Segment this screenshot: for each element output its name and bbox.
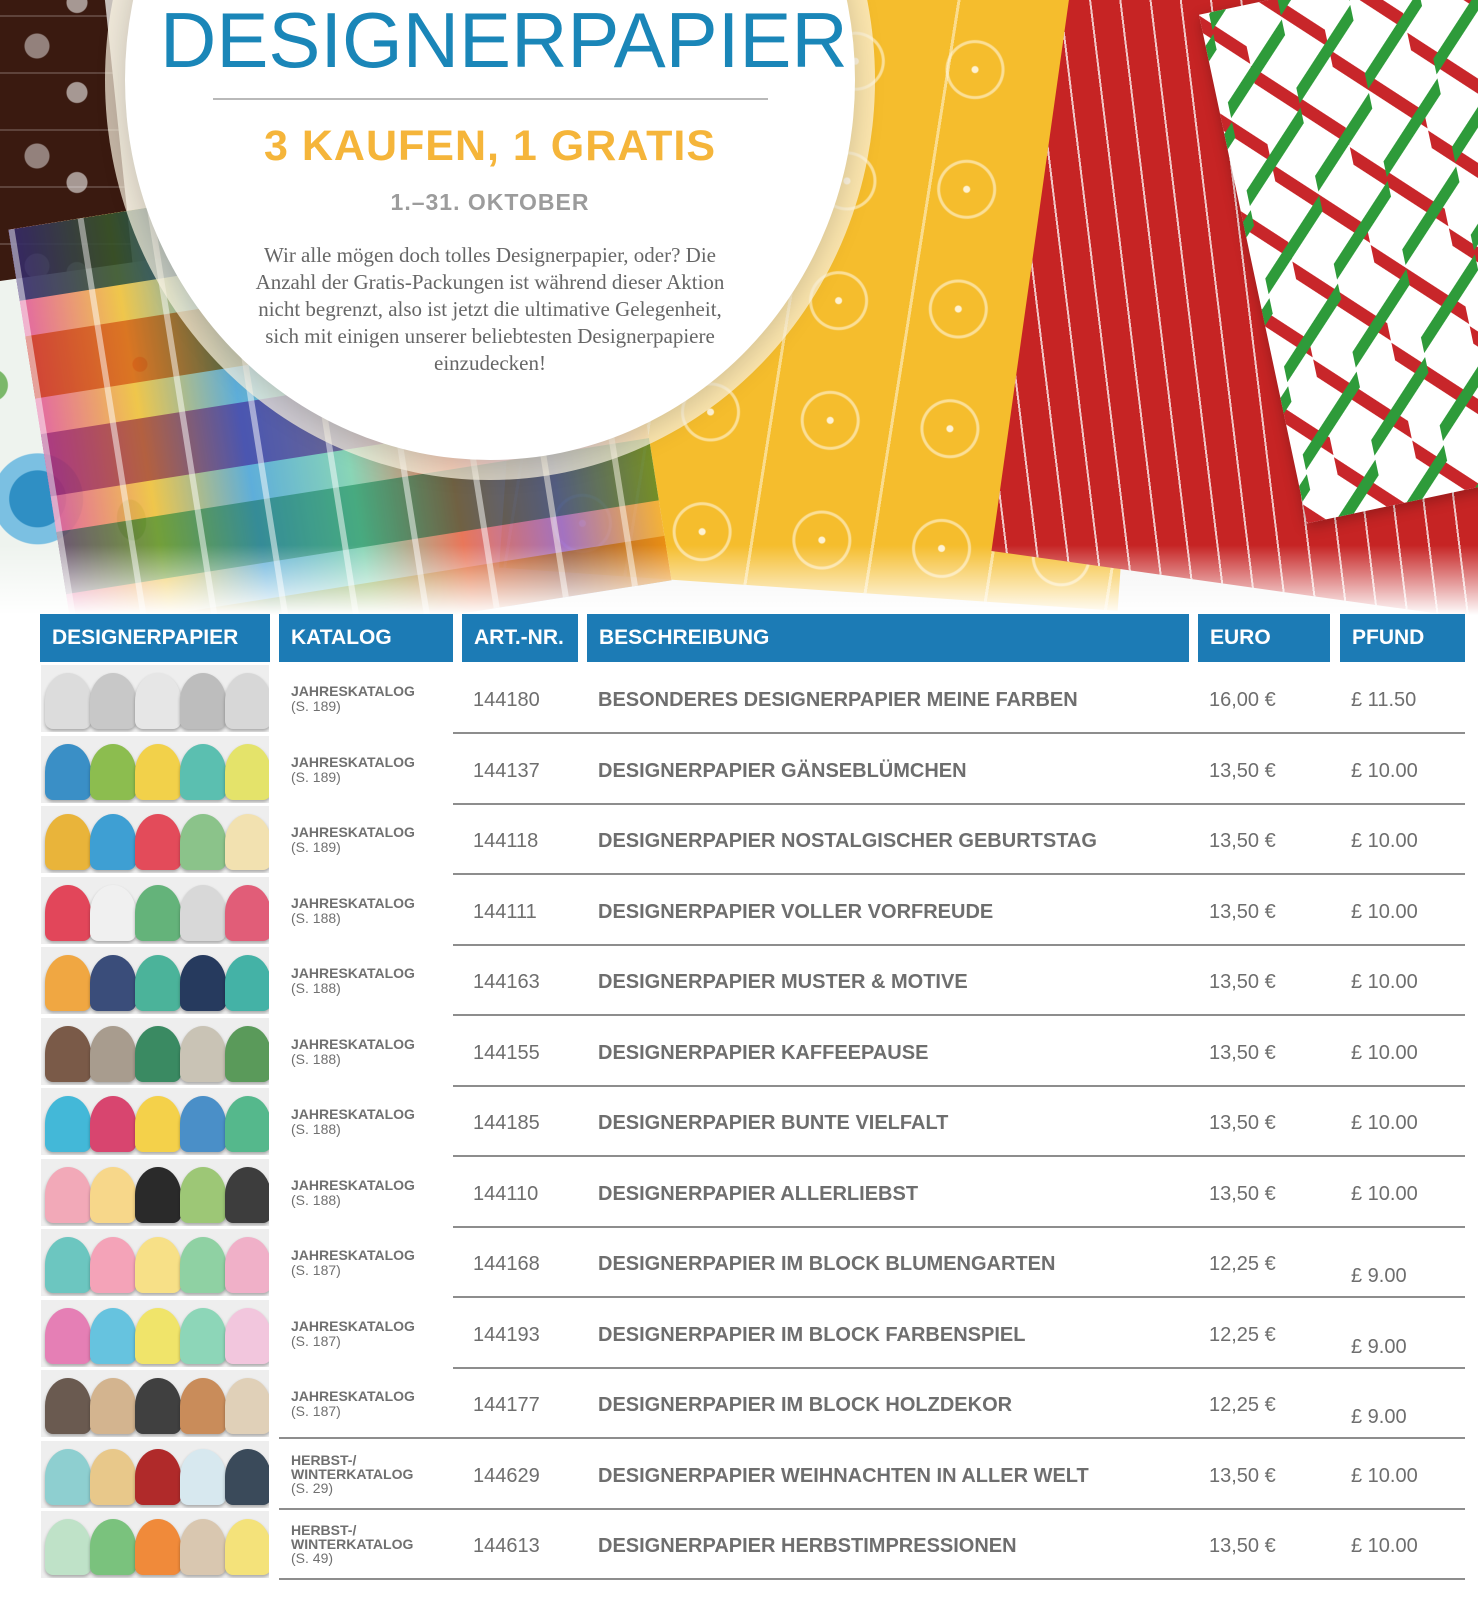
product-description: DESIGNERPAPIER MUSTER & MOTIVE <box>598 971 968 993</box>
price-euro: 16,00 € <box>1209 689 1276 711</box>
paper-swatch <box>225 1449 269 1505</box>
paper-swatch <box>45 1308 91 1364</box>
table-row <box>0 875 1478 946</box>
price-euro: 13,50 € <box>1209 971 1276 993</box>
product-thumbnail <box>41 665 269 732</box>
paper-swatch <box>135 1378 181 1434</box>
price-pound: £ 9.00 <box>1351 1265 1407 1287</box>
price-euro: 13,50 € <box>1209 759 1276 782</box>
price-pound: £ 10.00 <box>1351 1464 1418 1487</box>
price-euro: 13,50 € <box>1209 1182 1276 1205</box>
catalog-cell <box>291 825 441 855</box>
paper-swatch <box>90 955 136 1011</box>
price-euro: 12,25 € <box>1209 1394 1276 1416</box>
paper-swatch <box>135 673 181 729</box>
product-thumbnail <box>41 1370 269 1437</box>
paper-swatch <box>90 673 136 729</box>
paper-swatch <box>225 1237 269 1293</box>
product-description: DESIGNERPAPIER KAFFEEPAUSE <box>598 1041 929 1064</box>
catalog-name: JAHRESKATALOG <box>291 824 415 840</box>
paper-swatch <box>135 1026 181 1082</box>
catalog-page: (S. 188) <box>291 1191 341 1208</box>
paper-swatch <box>180 1096 226 1152</box>
article-number: 144193 <box>473 1323 540 1346</box>
product-thumbnail <box>41 1159 269 1226</box>
product-thumbnail <box>41 1229 269 1296</box>
product-description: DESIGNERPAPIER GÄNSEBLÜMCHEN <box>598 759 967 782</box>
paper-swatch <box>45 1519 91 1575</box>
catalog-page: (S. 188) <box>291 909 341 926</box>
article-number: 144185 <box>473 1112 540 1134</box>
table-row <box>0 1298 1478 1369</box>
product-description: DESIGNERPAPIER WEIHNACHTEN IN ALLER WELT <box>598 1464 1089 1487</box>
paper-swatch <box>135 1167 181 1223</box>
page-title: DESIGNERPAPIER <box>160 0 848 84</box>
paper-swatch <box>45 885 91 941</box>
paper-swatch <box>225 955 269 1011</box>
price-euro: 13,50 € <box>1209 1535 1276 1557</box>
catalog-name: JAHRESKATALOG <box>291 683 415 699</box>
product-thumbnail <box>41 1018 269 1085</box>
table-row <box>0 1157 1478 1228</box>
header-katalog: KATALOG <box>279 614 453 662</box>
product-thumbnail <box>41 1088 269 1155</box>
product-description: DESIGNERPAPIER BUNTE VIELFALT <box>598 1112 949 1134</box>
paper-swatch <box>45 673 91 729</box>
price-pound: £ 10.00 <box>1351 1041 1418 1064</box>
paper-swatch <box>90 1237 136 1293</box>
paper-swatch <box>180 1026 226 1082</box>
article-number: 144118 <box>473 830 539 852</box>
table-row <box>0 945 1478 1016</box>
catalog-name: JAHRESKATALOG <box>291 753 415 770</box>
catalog-page: (S. 187) <box>291 1262 341 1278</box>
paper-swatch <box>90 1308 136 1364</box>
table-row <box>0 1509 1478 1580</box>
product-description: DESIGNERPAPIER IM BLOCK BLUMENGARTEN <box>598 1253 1056 1275</box>
catalog-page: (S. 49) <box>291 1550 334 1566</box>
paper-swatch <box>45 1449 91 1505</box>
price-euro: 13,50 € <box>1209 830 1276 852</box>
paper-swatch <box>135 1237 181 1293</box>
paper-swatch <box>45 1026 91 1082</box>
price-euro: 13,50 € <box>1209 1112 1276 1134</box>
paper-swatch <box>45 1237 91 1293</box>
price-pound: £ 10.00 <box>1351 1182 1418 1205</box>
price-euro: 12,25 € <box>1209 1253 1276 1275</box>
paper-swatch <box>45 814 91 870</box>
paper-swatch <box>180 1449 226 1505</box>
product-thumbnail <box>41 1511 269 1578</box>
product-description: DESIGNERPAPIER IM BLOCK HOLZDEKOR <box>598 1394 1013 1416</box>
header-pfund: PFUND <box>1340 614 1465 662</box>
catalog-cell <box>291 1107 441 1137</box>
paper-swatch <box>90 1096 136 1152</box>
price-pound: £ 9.00 <box>1351 1335 1407 1358</box>
price-pound: £ 10.00 <box>1351 900 1418 923</box>
hero-text <box>160 0 848 377</box>
price-pound: £ 10.00 <box>1351 759 1418 782</box>
catalog-cell <box>291 1453 421 1495</box>
paper-swatch <box>225 1308 269 1364</box>
catalog-cell <box>291 1523 421 1565</box>
article-number: 144110 <box>473 1182 539 1205</box>
paper-swatch <box>90 744 136 800</box>
paper-swatch <box>225 1096 269 1152</box>
paper-swatch <box>45 1378 91 1434</box>
catalog-name: JAHRESKATALOG <box>291 1176 415 1193</box>
catalog-page: (S. 187) <box>291 1403 341 1419</box>
article-number: 144629 <box>473 1464 540 1487</box>
paper-swatch <box>90 1167 136 1223</box>
product-thumbnail <box>41 877 269 944</box>
catalog-name: JAHRESKATALOG <box>291 1035 415 1052</box>
paper-swatch <box>225 673 269 729</box>
paper-swatch <box>135 1308 181 1364</box>
catalog-name: JAHRESKATALOG <box>291 894 415 911</box>
catalog-cell <box>291 1319 441 1349</box>
paper-swatch <box>90 814 136 870</box>
article-number: 144168 <box>473 1253 540 1275</box>
paper-swatch <box>180 1167 226 1223</box>
catalog-name: JAHRESKATALOG <box>291 1388 415 1404</box>
paper-swatch <box>90 1449 136 1505</box>
paper-swatch <box>180 1308 226 1364</box>
product-description: DESIGNERPAPIER HERBSTIMPRESSIONEN <box>598 1535 1017 1557</box>
product-thumbnail <box>41 736 269 803</box>
product-description: DESIGNERPAPIER IM BLOCK FARBENSPIEL <box>598 1323 1026 1346</box>
paper-swatch <box>225 814 269 870</box>
article-number: 144180 <box>473 689 540 711</box>
catalog-page: (S. 187) <box>291 1332 341 1349</box>
catalog-page: (S. 29) <box>291 1479 334 1496</box>
table-row <box>0 1439 1478 1510</box>
header-artnr: ART.-NR. <box>462 614 578 662</box>
title-divider <box>213 98 768 100</box>
catalog-name: HERBST-/ WINTERKATALOG <box>291 1522 414 1552</box>
table-row <box>0 804 1478 875</box>
paper-swatch <box>135 955 181 1011</box>
article-number: 144137 <box>473 759 540 782</box>
catalog-name: JAHRESKATALOG <box>291 965 415 981</box>
table-row <box>0 663 1478 734</box>
product-description: BESONDERES DESIGNERPAPIER MEINE FARBEN <box>598 689 1078 711</box>
catalog-cell <box>291 966 441 996</box>
product-thumbnail <box>41 806 269 873</box>
product-description: DESIGNERPAPIER NOSTALGISCHER GEBURTSTAG <box>598 830 1097 852</box>
paper-swatch <box>180 814 226 870</box>
catalog-name: JAHRESKATALOG <box>291 1317 415 1334</box>
paper-swatch <box>225 1519 269 1575</box>
catalog-cell <box>291 755 441 785</box>
catalog-cell <box>291 896 441 926</box>
paper-swatch <box>45 1167 91 1223</box>
price-pound: £ 9.00 <box>1351 1406 1407 1428</box>
table-row <box>0 1227 1478 1298</box>
paper-swatch <box>180 1237 226 1293</box>
offer-description: Wir alle mögen doch tolles Designerpapier, oder? Die Anzahl der Gratis-Packungen ist während dieser Aktion nicht begrenzt, also ist jetzt die ultimative Gelegenheit, sich mit einigen unserer beliebtesten Designerpapiere einzudecken! <box>255 243 725 375</box>
paper-swatch <box>45 744 91 800</box>
paper-swatch <box>225 1167 269 1223</box>
price-pound: £ 10.00 <box>1351 971 1418 993</box>
article-number: 144155 <box>473 1041 540 1064</box>
paper-swatch <box>180 955 226 1011</box>
offer-headline: 3 KAUFEN, 1 GRATIS <box>263 122 717 170</box>
paper-swatch <box>180 673 226 729</box>
paper-swatch <box>135 1096 181 1152</box>
paper-swatch <box>135 744 181 800</box>
paper-swatch <box>45 955 91 1011</box>
catalog-cell <box>291 1389 441 1419</box>
hero-fade <box>0 545 1478 615</box>
price-pound: £ 10.00 <box>1351 1535 1418 1557</box>
catalog-page: (S. 188) <box>291 1121 341 1137</box>
article-number: 144111 <box>473 900 537 923</box>
paper-swatch <box>180 885 226 941</box>
header-beschreibung: BESCHREIBUNG <box>587 614 1189 662</box>
header-designerpapier: DESIGNERPAPIER <box>40 614 270 662</box>
price-pound: £ 11.50 <box>1351 689 1417 711</box>
paper-swatch <box>135 1519 181 1575</box>
table-row <box>0 1368 1478 1439</box>
price-euro: 13,50 € <box>1209 1041 1276 1064</box>
price-pound: £ 10.00 <box>1351 830 1418 852</box>
price-euro: 12,25 € <box>1209 1323 1276 1346</box>
hero-banner <box>0 0 1478 615</box>
paper-swatch <box>135 885 181 941</box>
catalog-page: (S. 189) <box>291 698 341 714</box>
article-number: 144163 <box>473 971 540 993</box>
paper-swatch <box>225 1378 269 1434</box>
paper-swatch <box>90 1026 136 1082</box>
price-euro: 13,50 € <box>1209 900 1276 923</box>
paper-swatch <box>225 885 269 941</box>
header-euro: EURO <box>1198 614 1330 662</box>
catalog-name: JAHRESKATALOG <box>291 1106 415 1122</box>
table-row <box>0 734 1478 805</box>
article-number: 144613 <box>473 1535 540 1557</box>
catalog-divider <box>279 1578 454 1580</box>
product-description: DESIGNERPAPIER VOLLER VORFREUDE <box>598 900 994 923</box>
catalog-cell <box>291 1178 441 1208</box>
paper-swatch <box>90 1519 136 1575</box>
article-number: 144177 <box>473 1394 540 1416</box>
catalog-cell <box>291 1037 441 1067</box>
product-description: DESIGNERPAPIER ALLERLIEBST <box>598 1182 919 1205</box>
paper-swatch <box>45 1096 91 1152</box>
table-row <box>0 1016 1478 1087</box>
offer-dates: 1.–31. OKTOBER <box>390 189 590 215</box>
row-divider <box>453 1578 1465 1580</box>
paper-swatch <box>90 885 136 941</box>
catalog-cell <box>291 1248 441 1278</box>
paper-swatch <box>135 1449 181 1505</box>
product-thumbnail <box>41 1300 269 1367</box>
catalog-cell <box>291 684 441 714</box>
paper-swatch <box>225 744 269 800</box>
paper-swatch <box>180 1519 226 1575</box>
paper-swatch <box>90 1378 136 1434</box>
catalog-name: HERBST-/ WINTERKATALOG <box>291 1451 414 1482</box>
price-pound: £ 10.00 <box>1351 1112 1418 1134</box>
table-row <box>0 1086 1478 1157</box>
paper-swatch <box>180 744 226 800</box>
catalog-page: (S. 189) <box>291 839 341 855</box>
paper-swatch <box>225 1026 269 1082</box>
paper-swatch <box>180 1378 226 1434</box>
catalog-page: (S. 188) <box>291 1050 341 1067</box>
catalog-page: (S. 188) <box>291 980 341 996</box>
price-euro: 13,50 € <box>1209 1464 1276 1487</box>
product-thumbnail <box>41 947 269 1014</box>
catalog-name: JAHRESKATALOG <box>291 1247 415 1263</box>
paper-swatch <box>135 814 181 870</box>
catalog-page: (S. 189) <box>291 768 341 785</box>
product-thumbnail <box>41 1441 269 1508</box>
